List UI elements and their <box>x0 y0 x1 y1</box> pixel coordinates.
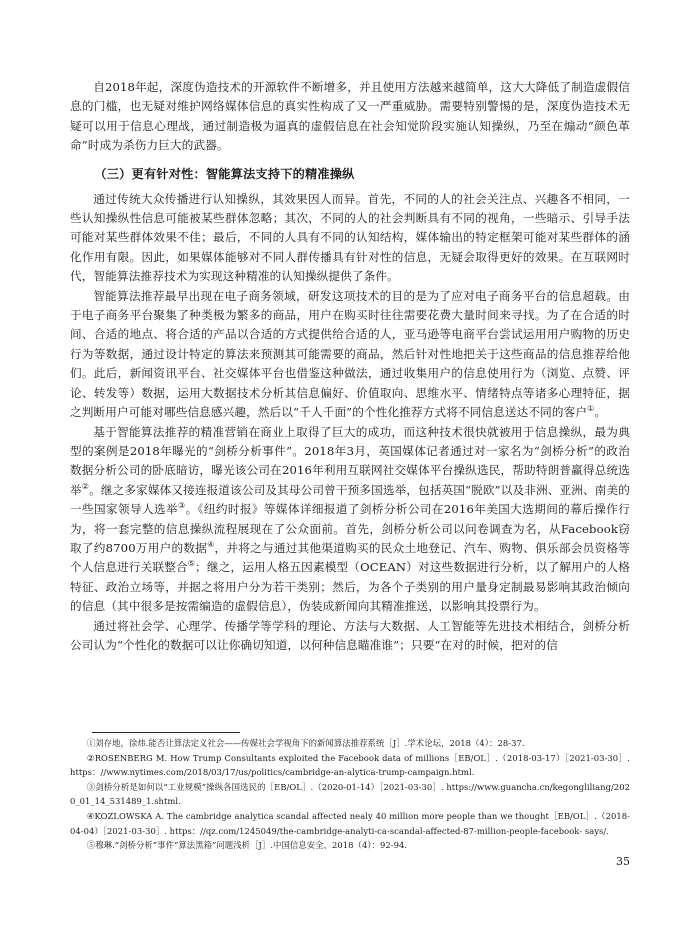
footnote-list <box>70 736 630 853</box>
paragraph-ecommerce-recommendation-tail: 。 <box>594 405 607 420</box>
paragraph-cambridge-analytica-text: 。《纽约时报》等媒体详细报道了剑桥分析公司在2016年美国大选期间的幕后操作行为，将一套完整的信息操纵流程展现在了公众面前。首先，剑桥分析公司以问卷调查为名，从Facebook窃取了约8700万用户的数据 <box>70 502 631 555</box>
footnote-item <box>70 838 630 853</box>
paragraph-cambridge-analytica-text: 。继之多家媒体又接连报道该公司及其母公司曾干预多国选举，包括英国“脱欧”以及非洲、亚洲、南美的一些国家领导人选举 <box>70 482 630 517</box>
footnote-ref-2[interactable]: ② <box>81 481 90 491</box>
footnote-section <box>70 732 630 853</box>
footnote-text-4: KOZLOWSKA A. The cambridge analytica scandal affected nealy 40 million more people than we thought［EB/OL］.（2018-04-04）［2021-03-30］. https：//qz.com/1245049/the-cambridge-analyti-ca-scandal-affected-87-million-people-facebook- says/. <box>70 810 630 836</box>
footnote-item <box>70 780 630 809</box>
footnote-marker-4: ④ <box>86 810 95 821</box>
footnote-marker-1: ① <box>86 738 96 748</box>
footnote-text-1: 刘存地，徐炜.能否让算法定义社会——传媒社会学视角下的新闻算法推荐系统［J］.学术论坛，2018（4）：28-37. <box>95 738 525 748</box>
paragraph-cambridge-analytica <box>70 423 630 617</box>
footnote-ref-3[interactable]: ③ <box>178 501 186 511</box>
page-number: 35 <box>616 855 630 868</box>
paragraph-cambridge-analytica-text: ；继之，运用人格五因素模型（OCEAN）对这些数据进行分析，以了解用户的人格特征、政治立场等，并据之将用户分为若干类别；然后，为各个子类别的用户量身定制最易影响其政治倾向的信息（其中很多是按需编造的虚假信息），伪装成新闻向其精准推送，以影响其投票行为。 <box>70 560 630 614</box>
footnote-ref-1[interactable]: ① <box>587 404 595 414</box>
footnote-item <box>70 736 630 751</box>
paragraph-interdisciplinary-targeting: 通过将社会学、心理学、传播学等学科的理论、方法与大数据、人工智能等先进技术相结合，剑桥分析公司认为“个性化的数据可以让你确切知道，以何种信息瞄准谁”；只要“在对的时候，把对的信 <box>70 618 630 652</box>
footnote-ref-4[interactable]: ④ <box>207 540 215 550</box>
page-body-text <box>70 78 630 655</box>
footnote-separator-rule <box>92 732 240 733</box>
footnote-text-5: 穆琳.“剑桥分析”事件“算法黑箱”问题浅析［J］.中国信息安全，2018（4）：92-94. <box>95 840 408 851</box>
footnote-text-3: 剑桥分析是如何以“工业规模”操纵各国选民的［EB/OL］.（2020-01-14）［2021-03-30］. https://www.guancha.cn/kegongliliang/2020_01_14_531489_1.shtml. <box>70 781 630 807</box>
footnote-marker-2: ② <box>86 752 95 763</box>
footnote-marker-5: ⑤ <box>86 840 96 851</box>
paragraph-deepfake-intro: 自2018年起，深度伪造技术的开源软件不断增多，并且使用方法越来越简单，这大大降低了制造虚假信息的门槛，也无疑对维护网络媒体信息的真实性构成了又一严重威胁。需要特别警惕的是，深度伪造技术无疑可以用于信息心理战，通过制造极为逼真的虚假信息在社会知觉阶段实施认知操纵，乃至在煽动“颜色革命”时成为杀伤力巨大的武器。 <box>70 80 630 153</box>
paragraph-traditional-mass-communication: 通过传统大众传播进行认知操纵，其效果因人而异。首先，不同的人的社会关注点、兴趣各不相同，一些认知操纵性信息可能被某些群体忽略；其次，不同的人的社会判断具有不同的视角，一些暗示、引导手法可能对某些群体效果不佳；最后，不同的人具有不同的认知结构，媒体输出的特定框架可能对某些群体的涵化作用有限。因此，如果媒体能够对不同人群传播具有针对性的信息，无疑会取得更好的效果。在互联网时代，智能算法推荐技术为实现这种精准的认知操纵提供了条件。 <box>70 191 630 284</box>
footnote-ref-5[interactable]: ⑤ <box>187 559 196 569</box>
paragraph-cambridge-analytica-text: ，并将之与通过其他渠道购买的民众土地登记、汽车、购物、俱乐部会员资格等个人信息进行关联整合 <box>70 540 630 575</box>
footnote-item <box>70 751 630 780</box>
paragraph-ecommerce-recommendation <box>70 287 630 423</box>
paragraph-ecommerce-recommendation-text: 智能算法推荐最早出现在电子商务领域，研发这项技术的目的是为了应对电子商务平台的信息超载。由于电子商务平台聚集了种类极为繁多的商品，用户在购买时往往需要花费大量时间来寻找。为了在合适的时间、合适的地点、将合适的产品以合适的方式提供给合适的人，亚马逊等电商平台尝试运用用户购物的历史行为等数据，通过设计特定的算法来预测其可能需要的商品，然后针对性地把关于这些商品的信息推荐给他们。此后，新闻资讯平台、社交媒体平台也借鉴这种做法，通过收集用户的信息使用行为（浏览、点赞、评论、转发等）数据，运用大数据技术分析其信息偏好、价值取向、思维水平、情绪特点等诸多心理特征，据之判断用户可能对哪些信息感兴趣，然后以“千人千面”的个性化推荐方式将不同信息送达不同的客户 <box>70 288 630 420</box>
section-heading-algorithmic-manipulation: （三）更有针对性：智能算法支持下的精准操纵 <box>94 166 355 181</box>
footnote-text-2: ROSENBERG M. How Trump Consultants exploited the Facebook data of millions［EB/OL］.（2018-03-17）［2021-03-30］. https：//www.nytimes.com/2018/03/17/us/politics/cambridge-an-alytica-trump-campaign.html. <box>70 752 630 778</box>
paragraph-cambridge-analytica-text: 基于智能算法推荐的精准营销在商业上取得了巨大的成功，而这种技术很快就被用于信息操纵，最为典型的案例是2018年曝光的“剑桥分析事件”。2018年3月，英国媒体记者通过对一家名为“剑桥分析”的政治数据分析公司的卧底暗访，曝光该公司在2016年利用互联网社交媒体平台操纵选民，帮助特朗普赢得总统选举 <box>70 424 630 497</box>
footnote-item <box>70 809 630 838</box>
footnote-marker-3: ③ <box>86 781 96 792</box>
